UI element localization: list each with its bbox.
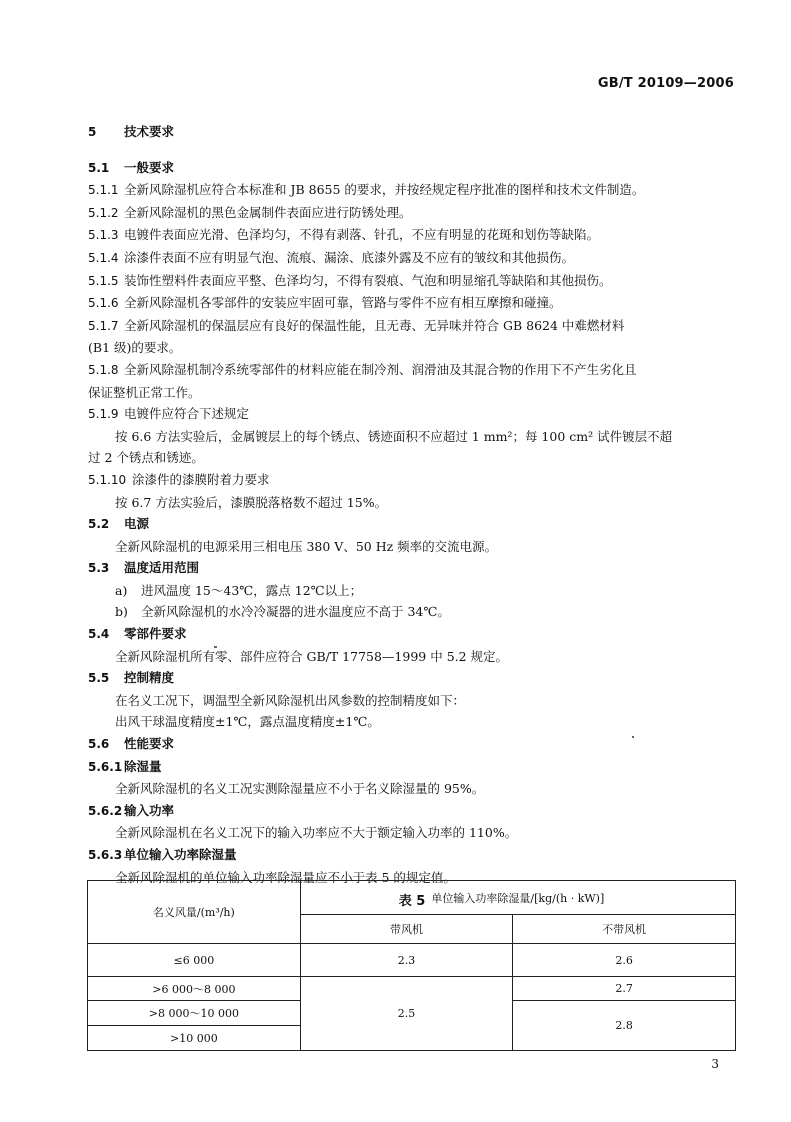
section-title: 零部件要求 [124, 626, 187, 642]
scan-speck [632, 736, 634, 738]
clause-5-1-9-text: 按 6.6 方法实验后，金属镀层上的每个锈点、锈迹面积不应超过 1 mm²；每 100 cm² 试件镀层不超 [115, 428, 673, 444]
clause-text: 装饰性塑料件表面应平整、色泽均匀，不得有裂痕、气泡和明显缩孔等缺陷和其他损伤。 [124, 272, 612, 288]
section-title: 电源 [124, 516, 150, 532]
list-label: b) [115, 604, 128, 620]
section-5-5-text: 在名义工况下，调温型全新风除湿机出风参数的控制精度如下： [115, 692, 466, 708]
section-title: 除湿量 [124, 758, 162, 774]
cell-without-fan-merged: 2.8 [513, 1001, 736, 1051]
section-5-6-2-text: 全新风除湿机在名义工况下的输入功率应不大于额定输入功率的 110%。 [115, 825, 518, 841]
clause-number: 5.1.6 [88, 296, 119, 311]
cell-airflow: >10 000 [88, 1026, 301, 1051]
clause-5-1-10 [88, 469, 736, 492]
section-title: 一般要求 [124, 159, 175, 175]
clause-number: 5.1.3 [88, 228, 119, 243]
clause-5-1-5 [88, 270, 736, 293]
section-number: 5.6 [88, 737, 110, 752]
section-5-4-text: 全新风除湿机所有零、部件应符合 GB/T 17758—1999 中 5.2 规定。 [115, 648, 509, 664]
cell-airflow: >6 000～8 000 [88, 977, 301, 1001]
clause-number: 5.1.4 [88, 250, 119, 265]
cell-with-fan-merged: 2.5 [300, 977, 513, 1051]
cell-without-fan: 2.7 [513, 977, 736, 1001]
clause-5-1-9-continued: 过 2 个锈点和锈迹。 [88, 450, 204, 466]
clause-text: 涂漆件表面不应有明显气泡、流痕、漏涂、底漆外露及不应有的皱纹和其他损伤。 [124, 249, 575, 265]
clause-text: 全新风除湿机的保温层应有良好的保温性能，且无毒、无异味并符合 GB 8624 中难燃材料 [124, 317, 625, 333]
clause-5-1-8-continued: 保证整机正常工作。 [88, 384, 201, 400]
table-title: 表 5 [398, 894, 426, 910]
section-5-6-2-heading [88, 800, 736, 823]
clause-5-1-3 [88, 224, 736, 247]
clause-text: 全新风除湿机应符合本标准和 JB 8655 的要求，并按经规定程序批准的图样和技术文件制造。 [124, 182, 645, 198]
section-number: 5.3 [88, 561, 110, 576]
section-5-3-heading [88, 557, 736, 580]
section-number: 5 [88, 125, 97, 139]
clause-title: 电镀件应符合下述规定 [124, 406, 250, 422]
clause-5-1-2 [88, 202, 736, 225]
clause-number: 5.1.9 [88, 407, 119, 422]
section-title: 技术要求 [124, 124, 175, 139]
section-number: 5.2 [88, 517, 110, 532]
section-5-5-heading [88, 667, 736, 690]
section-5-4-heading [88, 623, 736, 646]
section-5-5-text-2: 出风干球温度精度±1℃，露点温度精度±1℃。 [115, 714, 380, 730]
section-5-2-text: 全新风除湿机的电源采用三相电压 380 V、50 Hz 频率的交流电源。 [115, 538, 498, 554]
list-item-a [88, 580, 736, 602]
clause-number: 5.1.1 [88, 183, 119, 198]
list-item-b [88, 601, 736, 623]
cell-with-fan: 2.3 [300, 944, 513, 977]
clause-number: 5.1.7 [88, 318, 119, 333]
standard-code: GB/T 20109—2006 [597, 76, 734, 91]
section-number: 5.6.3 [88, 848, 123, 862]
section-number: 5.5 [88, 671, 110, 686]
clause-number: 5.1.2 [88, 205, 119, 220]
section-number: 5.1 [88, 160, 110, 175]
header-airflow: 名义风量/(m³/h) [88, 881, 301, 944]
clause-text: 全新风除湿机制冷系统零部件的材料应能在制冷剂、润滑油及其混合物的作用下不产生劣化且 [124, 361, 637, 377]
section-title: 温度适用范围 [124, 560, 200, 576]
section-5-2-heading [88, 513, 736, 536]
clause-5-1-9 [88, 403, 736, 426]
header-with-fan: 带风机 [300, 915, 513, 944]
section-5-1-heading [88, 157, 736, 180]
section-title: 性能要求 [124, 736, 175, 752]
clause-text: 全新风除湿机各零部件的安装应牢固可靠，管路与零件不应有相互摩擦和碰撞。 [124, 295, 562, 311]
section-5-6-1-text: 全新风除湿机的名义工况实测除湿量应不小于名义除湿量的 95%。 [115, 781, 485, 797]
cell-airflow: >8 000～10 000 [88, 1001, 301, 1026]
section-title: 输入功率 [124, 802, 175, 818]
section-5-6-3-heading [88, 844, 736, 867]
clause-5-1-10-text: 按 6.7 方法实验后，漆膜脱落格数不超过 15%。 [115, 494, 388, 510]
list-label: a) [115, 582, 128, 598]
document-body [88, 121, 736, 913]
clause-5-1-7-continued: (B1 级)的要求。 [88, 340, 182, 356]
clause-text: 电镀件表面应光滑、色泽均匀，不得有剥落、针孔，不应有明显的花斑和划伤等缺陷。 [124, 227, 600, 243]
section-number: 5.4 [88, 627, 110, 642]
header-without-fan: 不带风机 [513, 915, 736, 944]
clause-number: 5.1.5 [88, 273, 119, 288]
clause-number: 5.1.10 [88, 472, 127, 487]
section-5-6-3-text: 全新风除湿机的单位输入功率除湿量应不小于表 5 的规定值。 [115, 869, 456, 885]
section-title: 单位输入功率除湿量 [124, 847, 237, 862]
clause-5-1-1 [88, 179, 736, 202]
list-text: 全新风除湿机的水冷冷凝器的进水温度应不高于 34℃。 [141, 604, 450, 620]
scan-speck [214, 646, 217, 648]
section-number: 5.6.2 [88, 803, 123, 818]
cell-without-fan: 2.6 [513, 944, 736, 977]
table-row [88, 944, 736, 977]
section-number: 5.6.1 [88, 759, 123, 774]
clause-number: 5.1.8 [88, 362, 119, 377]
page-number: 3 [711, 1057, 719, 1071]
section-5-heading [88, 121, 736, 144]
clause-5-1-8 [88, 359, 736, 382]
clause-title: 涂漆件的漆膜附着力要求 [132, 471, 270, 487]
table-row [88, 977, 736, 1001]
table-5 [87, 880, 736, 1051]
cell-airflow: ≤6 000 [88, 944, 301, 977]
clause-5-1-4 [88, 247, 736, 270]
list-text: 进风温度 15～43℃，露点 12℃以上； [141, 582, 363, 598]
clause-5-1-6 [88, 292, 736, 315]
clause-5-1-7 [88, 315, 736, 338]
header-dehumidify-per-power: 单位输入功率除湿量/[kg/(h · kW)] [300, 881, 735, 915]
section-title: 控制精度 [124, 670, 175, 686]
section-5-6-heading [88, 733, 736, 756]
section-5-6-1-heading [88, 756, 736, 779]
clause-text: 全新风除湿机的黑色金属制件表面应进行防锈处理。 [124, 204, 412, 220]
